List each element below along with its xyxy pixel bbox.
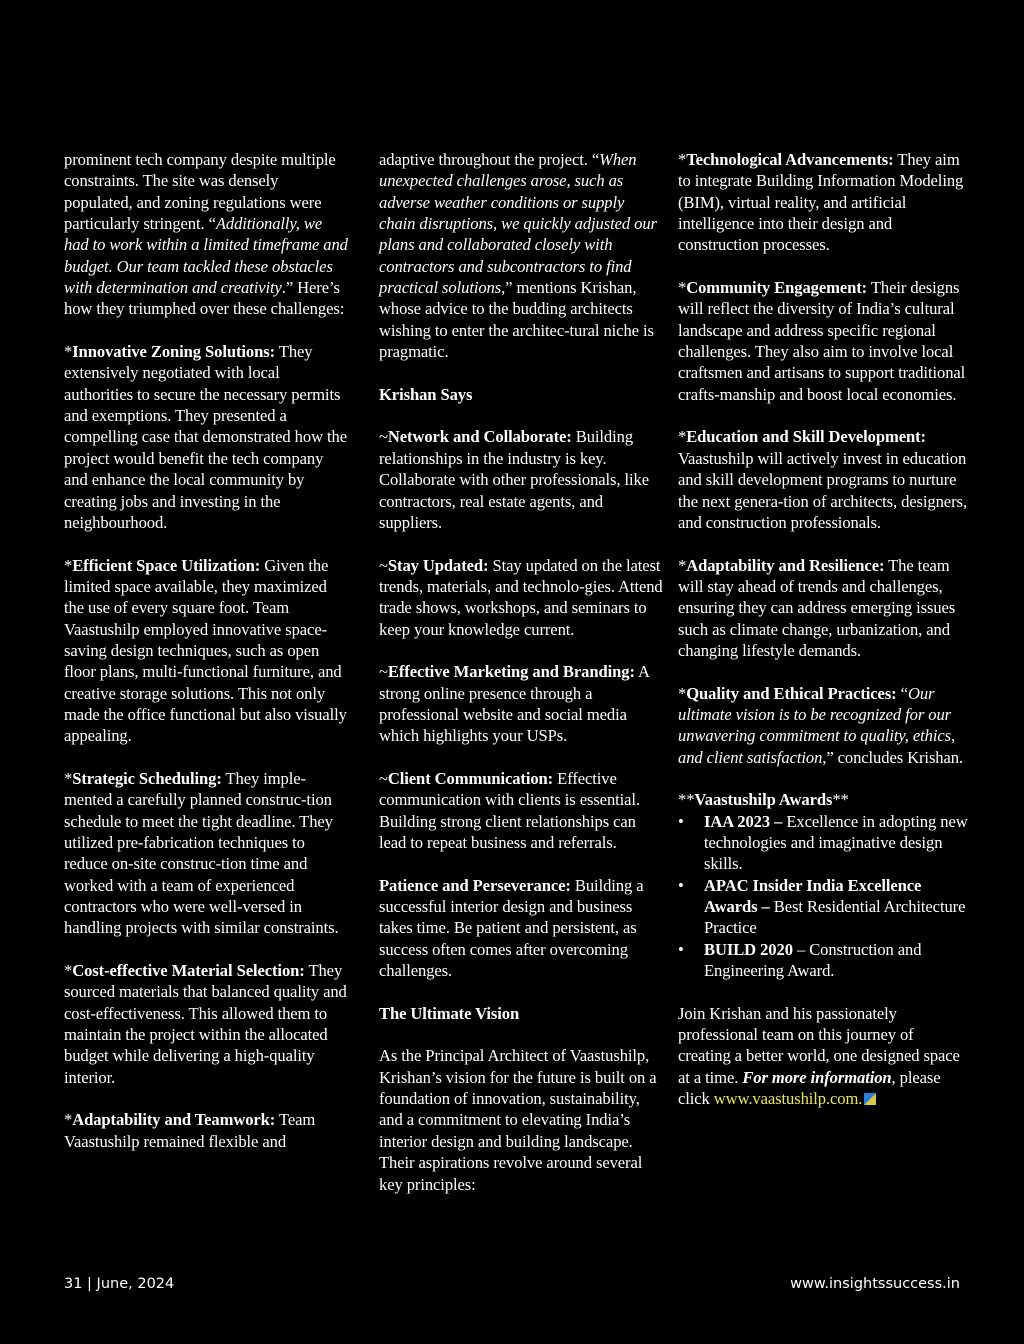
award-title: BUILD 2020 bbox=[704, 939, 793, 959]
paragraph-text: The team will stay ahead of trends and challenges, ensuring they can address emerging issues such as climate change, urbanization, and changing lifestyle demands. bbox=[678, 555, 956, 660]
subheading: Network and Collaborate: bbox=[387, 427, 572, 447]
awards-list bbox=[678, 811, 968, 982]
marketing-paragraph bbox=[379, 661, 663, 746]
space-paragraph bbox=[64, 555, 348, 747]
bullet-marker: * bbox=[678, 150, 687, 169]
section-heading: The Ultimate Vision bbox=[379, 1003, 520, 1023]
patience-paragraph bbox=[379, 875, 663, 982]
paragraph-text: “ bbox=[896, 683, 908, 703]
bullet-marker: * bbox=[678, 278, 687, 298]
paragraph-text: Building relationships in the industry is key. Collaborate with other professionals, like contractors, real estate agents, and suppliers. bbox=[379, 427, 649, 532]
paragraph-text: Team Vaastushilp remained flexible and bbox=[64, 1110, 316, 1151]
bullet-marker: ~ bbox=[379, 768, 388, 788]
section-heading-krishan-says bbox=[379, 384, 663, 405]
resilience-paragraph bbox=[678, 555, 968, 662]
paragraph-text: They imple-mented a carefully planned construc-tion schedule to meet the tight deadline. They utilized pre-fabrication techniques to reduce on-site construc-tion time and worked with a team of experienced contractors who were well-versed in handling projects with similar constraints. bbox=[64, 768, 339, 938]
bullet-marker: ~ bbox=[379, 427, 388, 447]
intro-paragraph bbox=[64, 149, 348, 320]
technology-paragraph bbox=[678, 149, 968, 256]
vision-paragraph: As the Principal Architect of Vaastushilp, Krishan’s vision for the future is built on a foundation of innovation, sustainability, and a commitment to elevating India’s interior design and building landscape. Their aspirations revolve around several key principles: bbox=[379, 1046, 657, 1194]
award-description: Excellence in adopting new technologies and imaginative design skills. bbox=[704, 811, 968, 874]
paragraph-text: They aim to integrate Building Information Modeling (BIM), virtual reality, and artificial intelligence into their design and construction processes. bbox=[678, 150, 964, 255]
section-heading: Krishan Says bbox=[379, 384, 473, 404]
paragraph-text: adaptive throughout the project. “ bbox=[379, 150, 600, 169]
subheading: Adaptability and Resilience: bbox=[686, 555, 885, 575]
list-item bbox=[678, 811, 968, 875]
article-column-3 bbox=[678, 149, 968, 1109]
zoning-paragraph bbox=[64, 341, 348, 533]
paragraph-text: Stay updated on the latest trends, materials, and technolo-gies. Attend trade shows, workshops, and seminars to keep your knowledge current. bbox=[379, 555, 663, 639]
pull-quote: Our ultimate vision is to be recognized for our unwavering commitment to quality, ethics, and client satisfaction bbox=[678, 683, 956, 767]
bullet-marker: * bbox=[678, 427, 687, 447]
community-paragraph bbox=[678, 277, 968, 405]
paragraph-text: They sourced materials that balanced quality and cost-effectiveness. This allowed them to maintain the project within the allocated budget while delivering a high-quality interior. bbox=[64, 961, 347, 1087]
paragraph-text: Vaastushilp will actively invest in education and skill development programs to nurture the next genera-tion of architects, designers, and construction professionals. bbox=[678, 448, 967, 532]
subheading: Adaptability and Teamwork: bbox=[72, 1110, 276, 1130]
updated-paragraph bbox=[379, 555, 663, 640]
subheading: Innovative Zoning Solutions: bbox=[72, 342, 276, 362]
subheading: Cost-effective Material Selection: bbox=[72, 961, 305, 981]
award-title: IAA 2023 – bbox=[704, 811, 783, 831]
paragraph-text: They extensively negotiated with local authorities to secure the necessary permits and exemptions. They presented a compelling case that demonstrated how the project would benefit the tech company and enhance the local community by creating jobs and investing in the neighbourhood. bbox=[64, 342, 347, 532]
paragraph-text: ,” concludes Krishan. bbox=[822, 747, 964, 767]
paragraph-text: ,” mentions Krishan, whose advice to the budding architects wishing to enter the architec-tural niche is pragmatic. bbox=[379, 278, 654, 362]
subheading: Community Engagement: bbox=[686, 278, 868, 298]
material-paragraph bbox=[64, 960, 348, 1088]
article-column-1 bbox=[64, 149, 348, 1152]
list-item bbox=[678, 875, 968, 939]
paragraph-text: Effective communication with clients is essential. Building strong client relationships can lead to repeat business and referrals. bbox=[379, 768, 640, 852]
paragraph-text: , please click bbox=[678, 1067, 941, 1109]
subheading: Technological Advancements: bbox=[686, 150, 894, 169]
paragraph-text: Given the limited space available, they maximized the use of every square foot. Team Vaastushilp employed innovative space-saving design techniques, such as open floor plans, multi-functional furniture, and creative storage solutions. This not only made the office functional but also visually appealing. bbox=[64, 555, 347, 746]
quality-paragraph bbox=[678, 683, 968, 768]
paragraph-text: A strong online presence through a professional website and social media which highlights your USPs. bbox=[379, 662, 649, 746]
communication-paragraph bbox=[379, 768, 663, 853]
pull-quote: When unexpected challenges arose, such as adverse weather conditions or supply chain disruptions, we quickly adjusted our plans and collaborated closely with contractors and subcontractors to find practical solutions bbox=[379, 150, 657, 298]
subheading: Effective Marketing and Branding: bbox=[387, 662, 635, 682]
subheading: Client Communication: bbox=[387, 768, 554, 788]
heading-marker: ** bbox=[678, 790, 695, 810]
adaptive-paragraph bbox=[379, 149, 663, 362]
section-heading-ultimate-vision bbox=[379, 1003, 663, 1024]
paragraph-text: Building a successful interior design and business takes time. Be patient and persistent, as success often comes after overcoming challenges. bbox=[379, 875, 644, 981]
award-description: – Construction and Engineering Award. bbox=[704, 939, 922, 981]
bullet-marker: * bbox=[64, 1110, 73, 1130]
list-item bbox=[678, 939, 968, 982]
bullet-marker: * bbox=[678, 555, 687, 575]
bullet-marker: * bbox=[678, 683, 687, 703]
award-title: APAC Insider India Excellence Awards – bbox=[704, 875, 922, 917]
website-link[interactable]: www.vaastushilp.com. bbox=[713, 1089, 863, 1109]
article-column-2 bbox=[379, 149, 663, 1195]
awards-heading bbox=[678, 789, 968, 810]
bullet-marker: * bbox=[64, 768, 73, 788]
paragraph-text: prominent tech company despite multiple constraints. The site was densely populated, and zoning regulations were particularly stringent. “ bbox=[64, 150, 336, 234]
teamwork-paragraph bbox=[64, 1109, 348, 1152]
bullet-marker: * bbox=[64, 961, 73, 981]
heading-marker: ** bbox=[832, 790, 849, 810]
subheading: Patience and Perseverance: bbox=[379, 875, 571, 895]
paragraph-text: .” Here’s how they triumphed over these challenges: bbox=[64, 278, 345, 319]
subheading: Education and Skill Development: bbox=[686, 427, 926, 447]
emphasis-text: For more information bbox=[742, 1067, 892, 1087]
network-paragraph bbox=[379, 426, 663, 533]
award-description: Best Residential Architecture Practice bbox=[704, 897, 966, 938]
bullet-marker: * bbox=[64, 555, 73, 575]
subheading: Strategic Scheduling: bbox=[72, 768, 222, 788]
subheading: Efficient Space Utilization: bbox=[72, 555, 261, 575]
end-mark-icon bbox=[864, 1093, 876, 1105]
pull-quote: Additionally, we had to work within a limited timeframe and budget. Our team tackled these obstacles with determination and creativity bbox=[64, 214, 348, 298]
bullet-marker: ~ bbox=[379, 662, 388, 682]
subheading: Stay Updated: bbox=[387, 555, 489, 575]
subheading: Quality and Ethical Practices: bbox=[686, 683, 897, 703]
scheduling-paragraph bbox=[64, 768, 348, 939]
footer-website: www.insightssuccess.in bbox=[790, 1276, 960, 1292]
bullet-marker: ~ bbox=[379, 555, 388, 575]
page-number-date: 31 | June, 2024 bbox=[64, 1276, 175, 1292]
education-paragraph bbox=[678, 426, 968, 533]
section-heading: Vaastushilp Awards bbox=[694, 790, 833, 810]
paragraph-text: Their designs will reflect the diversity of India’s cultural landscape and address specific regional challenges. They also aim to involve local craftsmen and artisans to support traditional crafts-manship and boost local economies. bbox=[678, 278, 966, 404]
closing-paragraph bbox=[678, 1003, 968, 1110]
bullet-marker: * bbox=[64, 342, 73, 362]
paragraph-text: Join Krishan and his passionately professional team on this journey of creating a better world, one designed space at a time. bbox=[678, 1003, 960, 1087]
